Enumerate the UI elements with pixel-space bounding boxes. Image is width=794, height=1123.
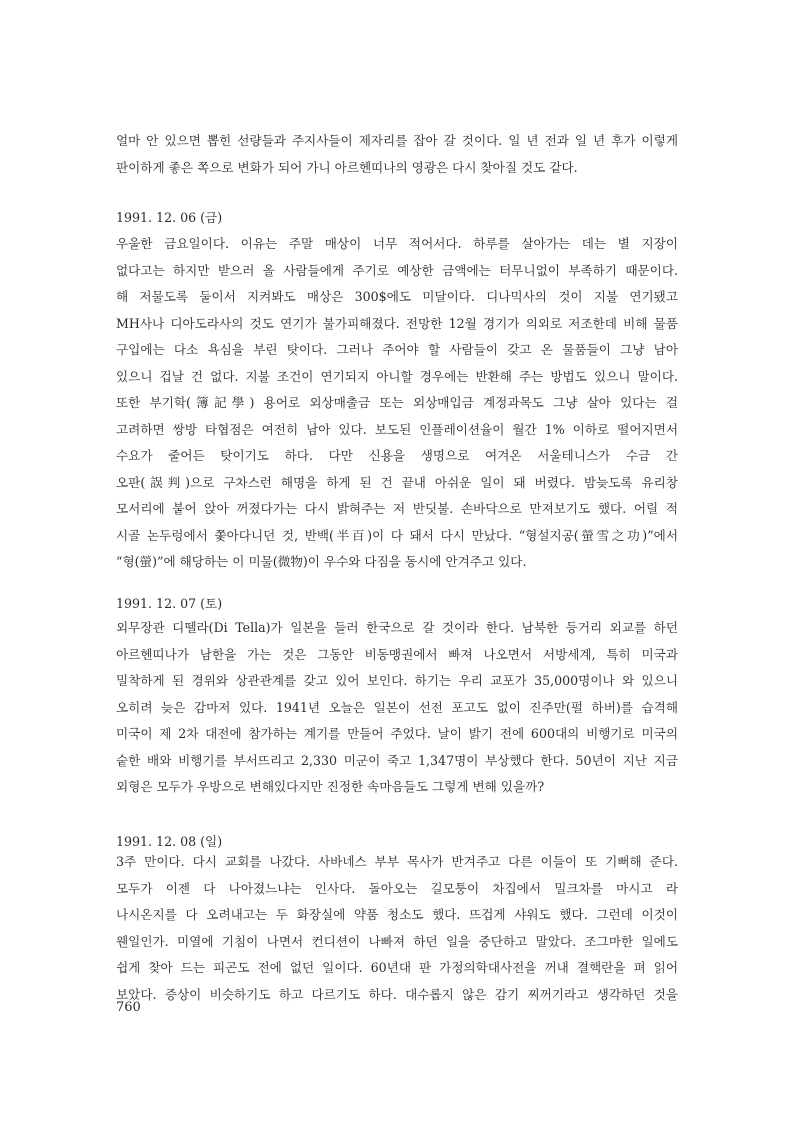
text-line: 오히려 늦은 감마저 있다. 1941년 오늘은 일본이 선전 포고도 없이 진주만(펄 하버)를 습격해	[116, 699, 678, 715]
text-line: 보았다. 증상이 비슷하기도 하고 다르기도 하다. 대수롭지 않은 감기 찌꺼기라고 생각하던 것을	[116, 986, 678, 1002]
text-line: 오판(誤判)으로 구차스런 해명을 하게 된 건 끝내 아쉬운 일이 돼 버렸다. 밤늦도록 유리창	[116, 474, 678, 490]
text-line: 시골 논두렁에서 쫓아다니던 것, 반백(半百)이 다 돼서 다시 만났다. “형설지공(螢雪之功)”에서	[116, 527, 678, 543]
text-line: 또한 부기학(簿記學) 용어로 외상매출금 또는 외상매입금 계정과목도 그냥 살아 있다는 걸	[116, 395, 678, 410]
text-line: 구입에는 다소 욕심을 부린 탓이다. 그러나 주어야 할 사람들이 갖고 온 물품들이 그냥 남아	[116, 342, 678, 357]
text-line: 얼마 안 있으면 뽑힌 선량들과 주지사들이 제자리를 잡아 갈 것이다. 일 년 전과 일 년 후가 이렇게	[116, 133, 678, 148]
entry-date: 1991. 12. 08 (일)	[116, 834, 223, 849]
text-line: MH사나 디아도라사의 것도 연기가 불가피해졌다. 전망한 12월 경기가 의외로 저조한데 비해 물품	[116, 315, 678, 331]
entry-date: 1991. 12. 06 (금)	[116, 210, 223, 225]
text-line: 있으니 겁날 건 없다. 지불 조건이 연기되지 아니할 경우에는 반환해 주는 방법도 있으니 말이다.	[116, 368, 678, 384]
text-line: “형(螢)”에 해당하는 이 미물(微物)이 우수와 다짐을 동시에 안겨주고 있다.	[116, 554, 527, 569]
text-line: 해 저물도록 둘이서 지켜봐도 매상은 300$에도 미달이다. 디나믹사의 것이 지불 연기됐고	[116, 289, 678, 304]
text-line: 외형은 모두가 우방으로 변해있다지만 진정한 속마음들도 그렇게 변해 있을까?	[116, 779, 545, 794]
text-line: 나시온지를 다 오려내고는 두 화장실에 약품 청소도 했다. 뜨겁게 샤워도 했다. 그런데 이것이	[116, 907, 678, 922]
text-line: 외무장관 디뗄라(Di Tella)가 일본을 들러 한국으로 갈 것이라 한다. 남북한 등거리 외교를 하던	[116, 620, 678, 635]
text-line: 미국이 제 2차 대전에 참가하는 계기를 만들어 주었다. 날이 밝기 전에 600대의 비행기로 미국의	[116, 726, 678, 741]
text-line: 없다고는 하지만 받으러 올 사람들에게 주기로 예상한 금액에는 터무니없이 부족하기 때문이다.	[116, 262, 678, 278]
text-line: 웬일인가. 미열에 기침이 나면서 컨디션이 나빠져 하던 일을 중단하고 말았다. 조그마한 일에도	[116, 933, 678, 949]
intro-paragraph	[116, 128, 678, 181]
text-line: 밀착하게 된 경위와 상관관계를 갖고 있어 보인다. 하기는 우리 교포가 35,000명이나 와 있으니	[116, 673, 678, 688]
entry-date: 1991. 12. 07 (토)	[116, 596, 223, 611]
entry-body	[116, 231, 678, 576]
text-line: 3주 만이다. 다시 교회를 나갔다. 사바네스 부부 목사가 반겨주고 다른 이들이 또 기뻐해 준다.	[116, 854, 678, 869]
text-line: 판이하게 좋은 쪽으로 변화가 되어 가니 아르헨띠나의 영광은 다시 찾아질 것도 같다.	[116, 159, 578, 175]
text-line: 고려하면 쌍방 타협점은 여전히 남아 있다. 보도된 인플레이션율이 월간 1% 이하로 떨어지면서	[116, 421, 678, 437]
text-line: 우울한 금요일이다. 이유는 주말 매상이 너무 적어서다. 하루를 살아가는 데는 별 지장이	[116, 236, 678, 251]
text-line: 쉽게 찾아 드는 피곤도 전에 없던 일이다. 60년대 판 가정의학대사전을 꺼내 결핵란을 펴 읽어	[116, 960, 678, 975]
text-line: 수요가 줄어든 탓이기도 하다. 다만 신용을 생명으로 여겨온 서울테니스가 수금 간	[116, 448, 678, 463]
text-line: 모두가 이젠 다 나아졌느냐는 인사다. 돌아오는 길모퉁이 차집에서 밀크차를 마시고 라	[116, 880, 678, 896]
text-line: 모서리에 붙어 앉아 꺼졌다가는 다시 밝혀주는 저 반딧불. 손바닥으로 만져보기도 했다. 어릴 적	[116, 501, 678, 516]
entry-body	[116, 849, 678, 1008]
entry-body	[116, 615, 678, 801]
text-line: 숱한 배와 비행기를 부서뜨리고 2,330 미군이 죽고 1,347명이 부상했다 한다. 50년이 지난 지금	[116, 752, 678, 768]
text-line: 아르헨띠나가 남한을 가는 것은 그동안 비동맹권에서 빠져 나오면서 서방세계, 특히 미국과	[116, 646, 678, 662]
page-number: 760	[116, 1000, 141, 1015]
